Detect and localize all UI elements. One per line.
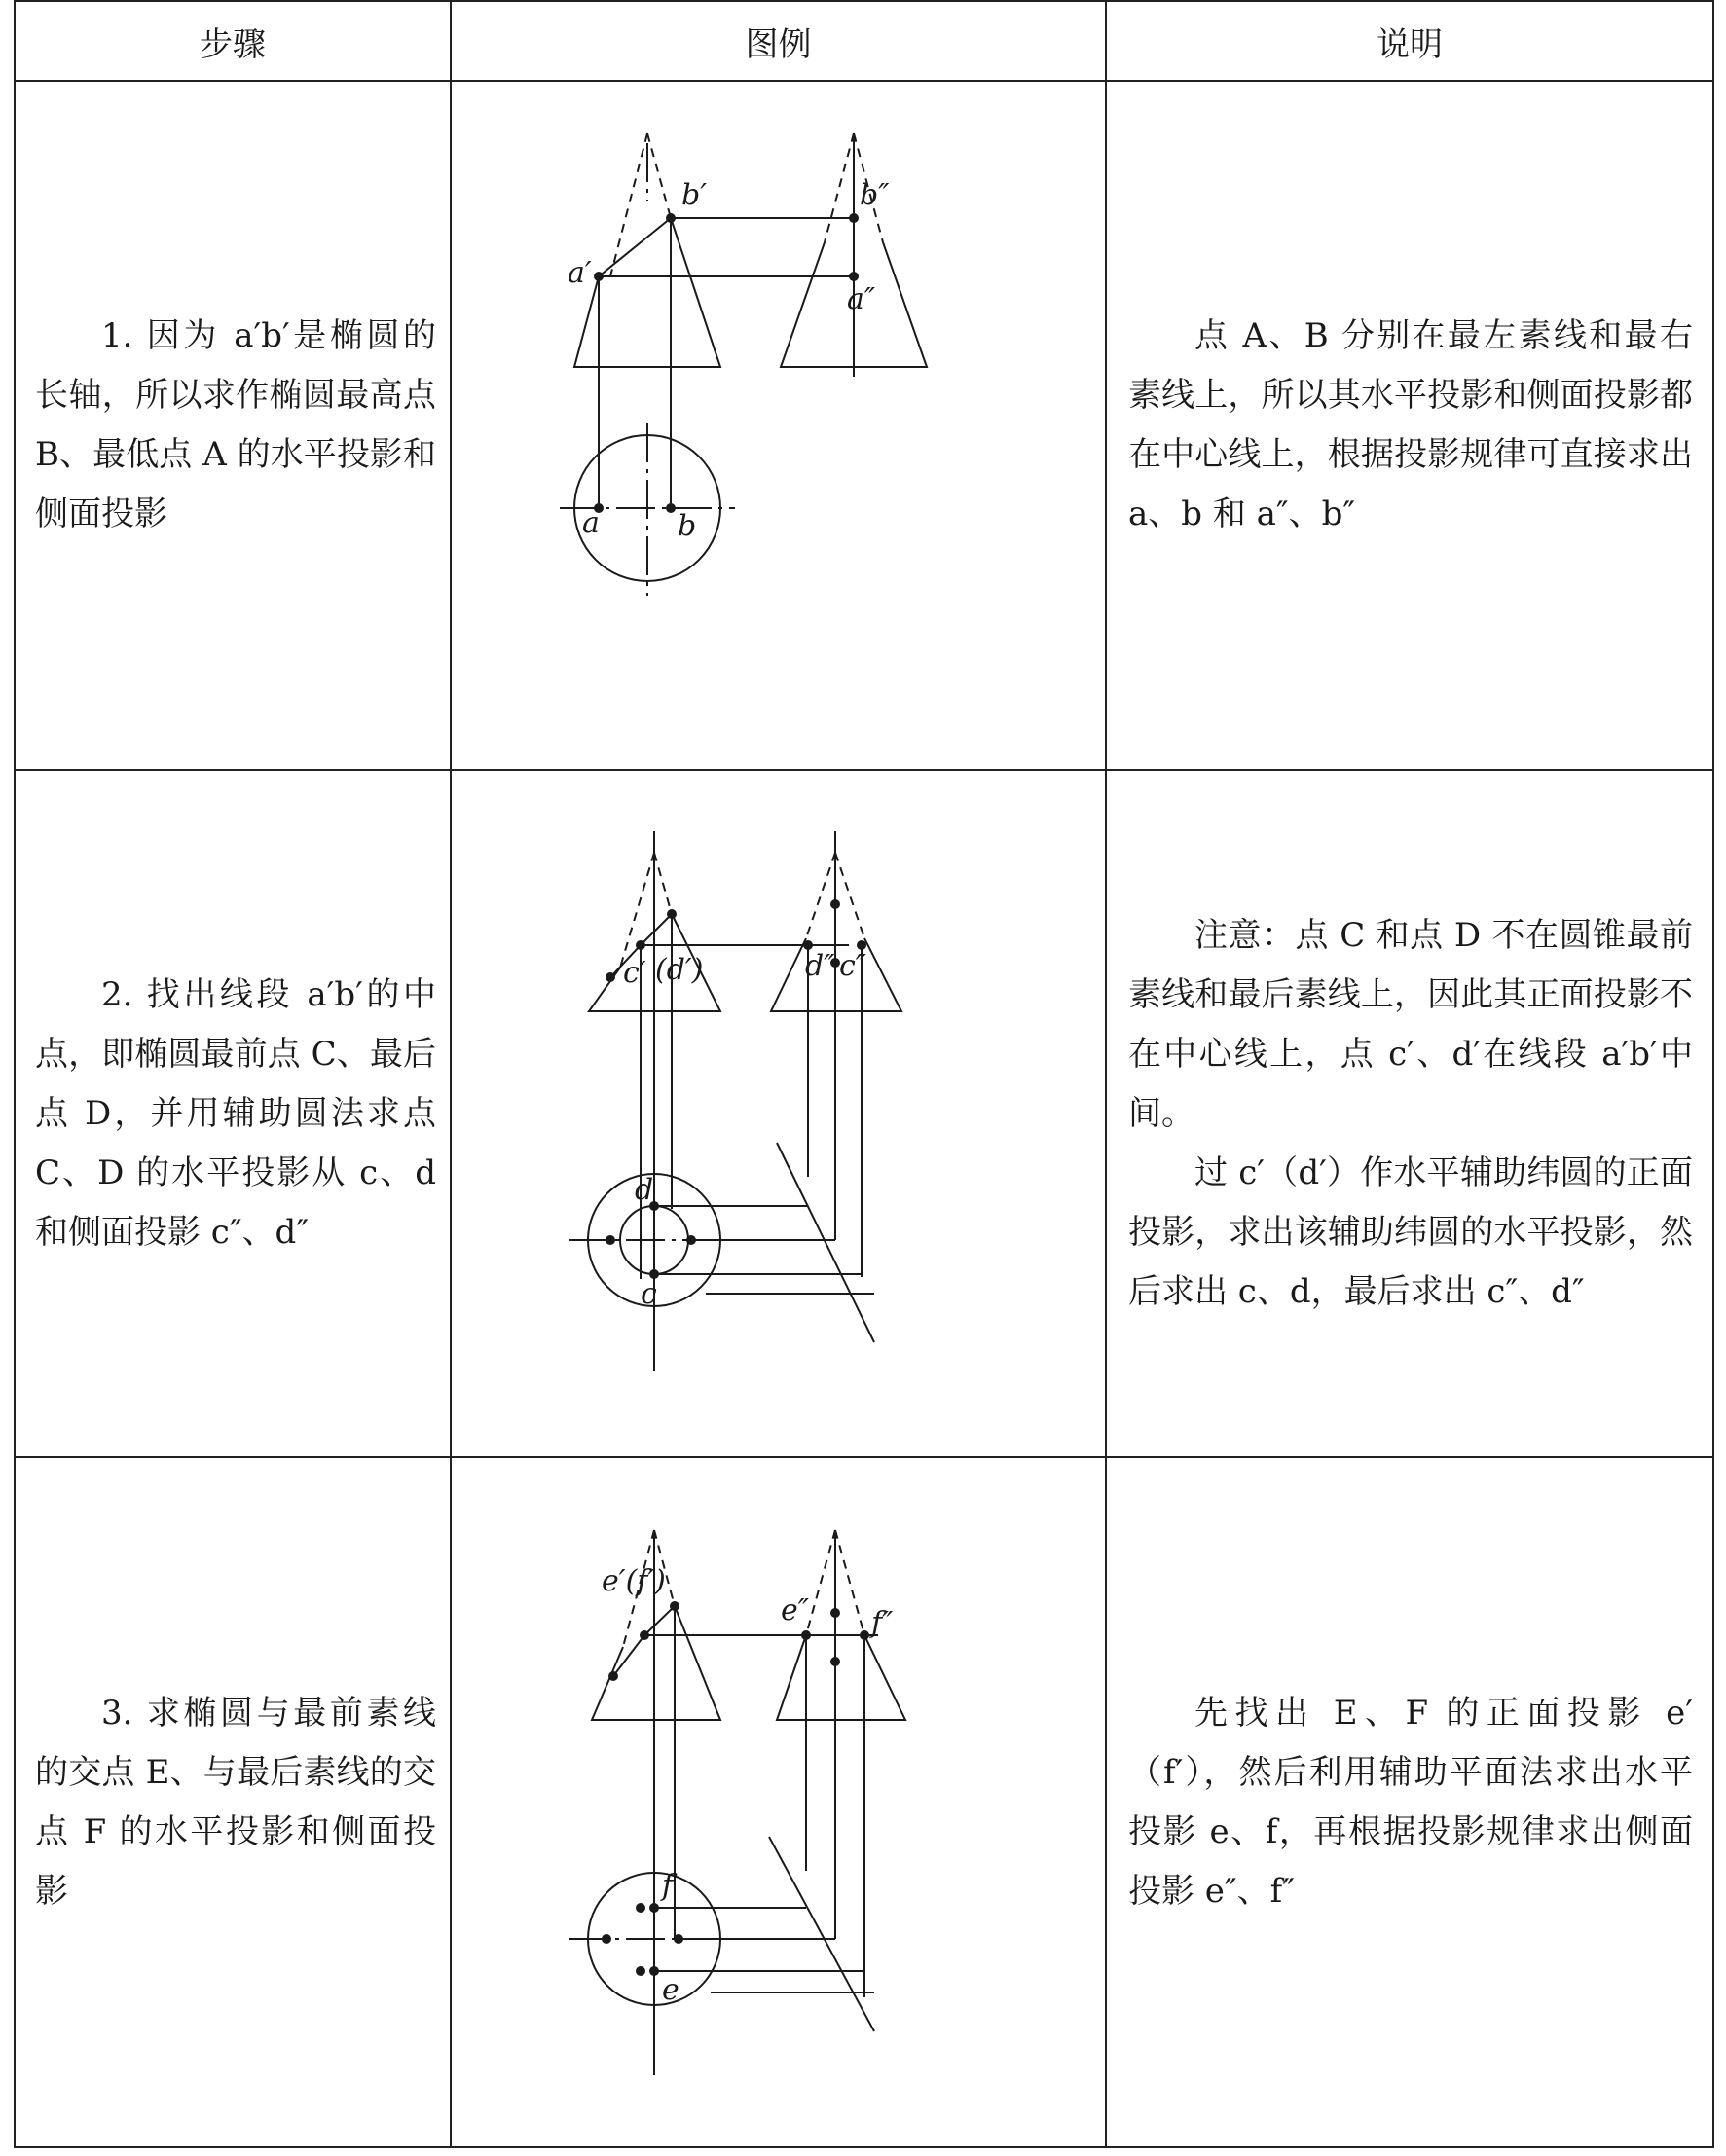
step-row-1 [15,81,1713,770]
side-apex-r [835,1530,864,1635]
label-f: f [661,1868,673,1903]
label-d1: (d′) [654,953,703,987]
label-b1: b′ [680,178,707,212]
miter-line [777,1143,874,1342]
point-a2 [849,272,859,281]
label-d: d [634,1173,653,1207]
figure-step-3 [477,1491,1081,2114]
side-apex-l [825,133,854,242]
label-e2: e″ [780,1592,809,1627]
label-a1: a′ [567,256,592,290]
label-a: a [581,506,600,540]
side-apex-l [806,853,835,938]
label-c2: c″ [838,949,866,983]
step-row-3 [15,1457,1713,2147]
cone-apex-hidden [610,133,647,276]
label-d2: d″ [804,949,834,983]
side-apex-r [835,853,864,938]
step-text-cell-2 [15,770,451,1457]
point-b-top [686,1235,696,1245]
point-e [649,1966,659,1976]
point-b [666,503,676,513]
step-text-cell-1 [15,81,451,770]
figure-cell-2 [451,770,1106,1457]
note-text-1: 点 A、B 分别在最左素线和最右素线上，所以其水平投影和侧面投影都在中心线上，根据投影规律可直接求出 a、b 和 a″、b″ [1128,316,1693,533]
note-text-3: 先找出 E、F 的正面投影 e′（f′），然后利用辅助平面法求出水平投影 e、f，再根据投影规律求出侧面投影 e″、f″ [1128,1693,1693,1911]
point-a-top [602,1934,611,1944]
note-cell-3 [1106,1457,1713,2147]
label-c1: c′ [622,956,646,990]
point-a1 [608,1671,618,1681]
note-cell-1 [1106,81,1713,770]
section-line [613,1606,675,1676]
point-top-side [830,899,840,909]
header-steps: 步骤 [15,1,451,81]
miter-line [769,1837,874,2031]
label-c: c [640,1277,657,1311]
cone-apex-hidden-r [647,133,671,218]
label-f2: f″ [870,1605,893,1640]
step-text-3: 3. 求椭圆与最前素线的交点 E、与最后素线的交点 F 的水平投影和侧面投影 [35,1693,436,1911]
note-text-2b: 过 c′（d′）作水平辅助纬圆的正面投影，求出该辅助纬圆的水平投影，然后求出 c、d，最后求出 c″、d″ [1128,1152,1693,1311]
cone-front-frustum [574,218,720,367]
label-ef1: e′(f′) [601,1563,666,1598]
front-apex-l [620,853,654,968]
side-apex-l [806,1530,835,1635]
header-notes: 说明 [1106,1,1713,81]
point-e-aux [636,1966,645,1976]
point-f [649,1903,659,1913]
label-e: e [661,1972,679,2007]
header-row [15,1,1713,81]
note-cell-2 [1106,770,1713,1457]
method-table-sheet [14,0,1712,2156]
figure-step-1 [477,104,1081,747]
figure-cell-3 [451,1457,1106,2147]
header-figure: 图例 [451,1,1106,81]
label-b: b [677,509,696,543]
point-f-aux [636,1903,645,1913]
cone-side-frustum [777,1635,905,1720]
note-text-2a: 注意：点 C 和点 D 不在圆锥最前素线和最后素线上，因此其正面投影不在中心线上，点 c′、d′在线段 a′b′中间。 [1128,915,1693,1133]
point-b2 [849,213,859,223]
figure-step-2 [477,812,1081,1415]
step-text-cell-3 [15,1457,451,2147]
point-a1 [606,972,615,982]
step-text-1: 1. 因为 a′b′是椭圆的长轴，所以求作椭圆最高点 B、最低点 A 的水平投影和侧面投影 [35,316,436,533]
front-apex-r [654,853,672,914]
label-a2: a″ [846,282,875,316]
section-line [599,218,671,276]
point-a-top [606,1235,615,1245]
point-b-top [674,1934,683,1944]
label-b2: b″ [859,178,889,212]
point-top-side [830,1608,840,1618]
steps-table [14,0,1714,2148]
step-text-2: 2. 找出线段 a′b′的中点，即椭圆最前点 C、最后点 D，并用辅助圆法求点 C、D 的水平投影从 c、d 和侧面投影 c″、d″ [35,974,436,1252]
figure-cell-1 [451,81,1106,770]
step-row-2 [15,770,1713,1457]
